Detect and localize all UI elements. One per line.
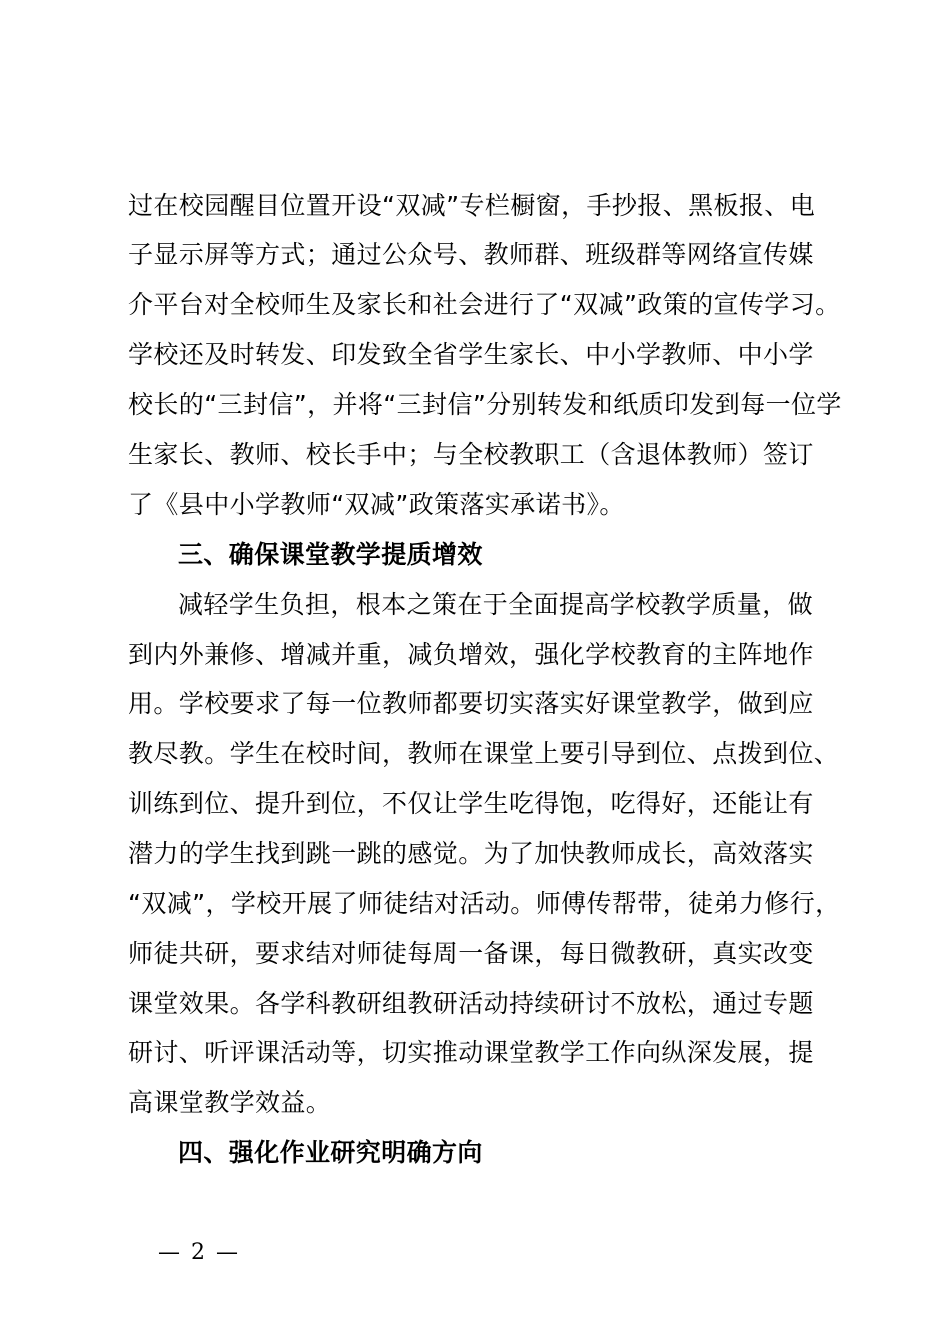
paragraph-line: 教尽教。学生在校时间，教师在课堂上要引导到位、点拨到位、 xyxy=(128,739,840,768)
paragraph-line: “双减”，学校开展了师徒结对活动。师傅传帮带，徒弟力修行， xyxy=(128,889,841,918)
paragraph-line: 研讨、听评课活动等，切实推动课堂教学工作向纵深发展，提 xyxy=(128,1038,814,1067)
paragraph-line: 减轻学生负担，根本之策在于全面提高学校教学质量，做 xyxy=(178,590,814,619)
paragraph-line: 训练到位、提升到位，不仅让学生吃得饱，吃得好，还能让有 xyxy=(128,789,814,818)
paragraph-line: 潜力的学生找到跳一跳的感觉。为了加快教师成长，高效落实 xyxy=(128,839,814,868)
section-heading-four: 四、强化作业研究明确方向 xyxy=(178,1138,483,1167)
paragraph-line: 到内外兼修、增减并重，减负增效，强化学校教育的主阵地作 xyxy=(128,640,814,669)
paragraph-line: 校长的“三封信”，并将“三封信”分别转发和纸质印发到每一位学 xyxy=(128,390,842,419)
paragraph-line: 子显示屏等方式；通过公众号、教师群、班级群等网络宣传媒 xyxy=(128,240,814,269)
paragraph-line: 了《县中小学教师“双减”政策落实承诺书》。 xyxy=(128,490,625,519)
section-heading-three: 三、确保课堂教学提质增效 xyxy=(178,540,483,569)
paragraph-line: 用。学校要求了每一位教师都要切实落实好课堂教学，做到应 xyxy=(128,689,814,718)
paragraph-line: 介平台对全校师生及家长和社会进行了“双减”政策的宣传学习。 xyxy=(128,290,841,319)
paragraph-line: 课堂效果。各学科教研组教研活动持续研讨不放松，通过专题 xyxy=(128,989,814,1018)
paragraph-line: 生家长、教师、校长手中；与全校教职工（含退体教师）签订 xyxy=(128,440,814,469)
paragraph-line: 学校还及时转发、印发致全省学生家长、中小学教师、中小学 xyxy=(128,340,814,369)
page-number: — 2 — xyxy=(158,1240,240,1265)
paragraph-line: 过在校园醒目位置开设“双减”专栏橱窗，手抄报、黑板报、电 xyxy=(128,191,816,220)
paragraph-line: 师徒共研，要求结对师徒每周一备课，每日微教研，真实改变 xyxy=(128,939,814,968)
paragraph-line: 高课堂教学效益。 xyxy=(128,1088,332,1117)
